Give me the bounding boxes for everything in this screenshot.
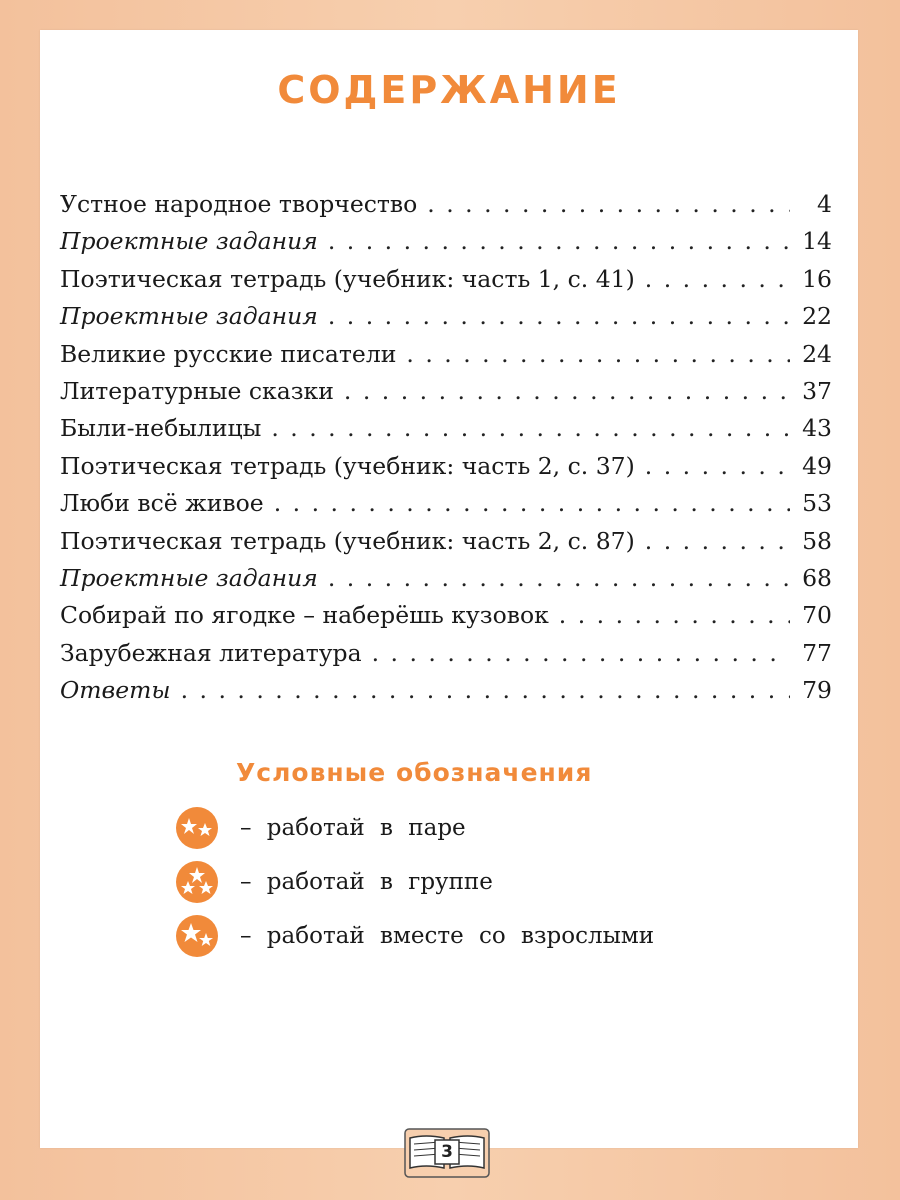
toc-entry-title: Собирай по ягодке – наберёшь кузовок — [60, 601, 549, 630]
toc-entry-title: Ответы — [60, 676, 171, 705]
toc-entry-page: 77 — [802, 638, 832, 667]
toc-row — [60, 227, 832, 264]
legend-text-adults: – работай вместе со взрослыми — [240, 923, 655, 949]
toc-row — [60, 527, 832, 564]
toc-row — [60, 265, 832, 302]
toc-dot-leader — [271, 414, 790, 442]
toc-entry-title: Проектные задания — [60, 227, 318, 256]
toc-dot-leader — [645, 527, 790, 555]
toc-dot-leader — [645, 452, 790, 480]
toc-entry-title: Проектные задания — [60, 563, 318, 592]
toc-entry-page: 16 — [802, 264, 832, 293]
toc-entry-title: Зарубежная литература — [60, 638, 362, 667]
toc-row — [60, 190, 832, 227]
toc-dot-leader — [328, 227, 790, 255]
toc-dot-leader — [406, 340, 790, 368]
legend-item-group — [176, 862, 493, 902]
toc-row — [60, 340, 832, 377]
toc-row — [60, 639, 832, 676]
toc-entry-title: Поэтическая тетрадь (учебник: часть 2, с. 87) — [60, 526, 635, 555]
toc-entry-page: 43 — [802, 414, 832, 443]
toc-dot-leader — [328, 564, 790, 592]
toc-dot-leader — [427, 190, 790, 218]
legend-text-group: – работай в группе — [240, 869, 493, 895]
toc-entry-title: Литературные сказки — [60, 376, 334, 405]
three-stars-icon — [176, 861, 218, 903]
toc-entry-title: Поэтическая тетрадь (учебник: часть 1, с. 41) — [60, 264, 635, 293]
toc-entry-page: 68 — [802, 563, 832, 592]
toc-row — [60, 564, 832, 601]
toc-entry-title: Устное народное творчество — [60, 190, 418, 218]
toc-dot-leader — [372, 639, 790, 667]
toc-dot-leader — [328, 302, 790, 330]
stars-adult-icon — [176, 915, 218, 957]
toc-row — [60, 452, 832, 489]
page-number: 3 — [441, 1142, 453, 1162]
toc-entry-page: 4 — [817, 190, 832, 218]
toc-entry-title: Проектные задания — [60, 302, 318, 331]
toc-entry-page: 49 — [802, 451, 832, 480]
toc-row — [60, 302, 832, 339]
page-sheet — [40, 30, 858, 1148]
legend-text-pair: – работай в паре — [240, 815, 466, 841]
toc-dot-leader — [645, 265, 790, 293]
toc-entry-page: 37 — [802, 376, 832, 405]
toc-entry-page: 14 — [802, 227, 832, 256]
toc-entry-page: 22 — [802, 302, 832, 331]
toc-entry-page: 70 — [802, 601, 832, 630]
toc-entry-page: 53 — [802, 489, 832, 518]
toc-row — [60, 489, 832, 526]
two-stars-icon — [176, 807, 218, 849]
toc-row — [60, 377, 832, 414]
toc-dot-leader — [181, 676, 790, 704]
toc-entry-title: Поэтическая тетрадь (учебник: часть 2, с. 37) — [60, 451, 635, 480]
toc-entry-page: 24 — [802, 339, 832, 368]
toc-entry-title: Великие русские писатели — [60, 339, 397, 368]
toc-entry-page: 79 — [802, 676, 832, 705]
open-book-icon — [404, 1128, 490, 1178]
page-title: СОДЕРЖАНИЕ — [277, 68, 621, 112]
toc-row — [60, 601, 832, 638]
toc-entry-title: Были-небылицы — [60, 414, 262, 443]
toc-entry-title: Люби всё живое — [60, 489, 264, 518]
table-of-contents — [60, 190, 832, 713]
toc-entry-page: 58 — [802, 526, 832, 555]
legend-title: Условные обозначения — [236, 758, 593, 787]
legend-item-pair — [176, 808, 466, 848]
toc-dot-leader — [274, 489, 790, 517]
legend-item-adults — [176, 916, 654, 956]
toc-row — [60, 676, 832, 713]
toc-dot-leader — [559, 601, 790, 629]
toc-dot-leader — [344, 377, 790, 405]
toc-row — [60, 414, 832, 451]
